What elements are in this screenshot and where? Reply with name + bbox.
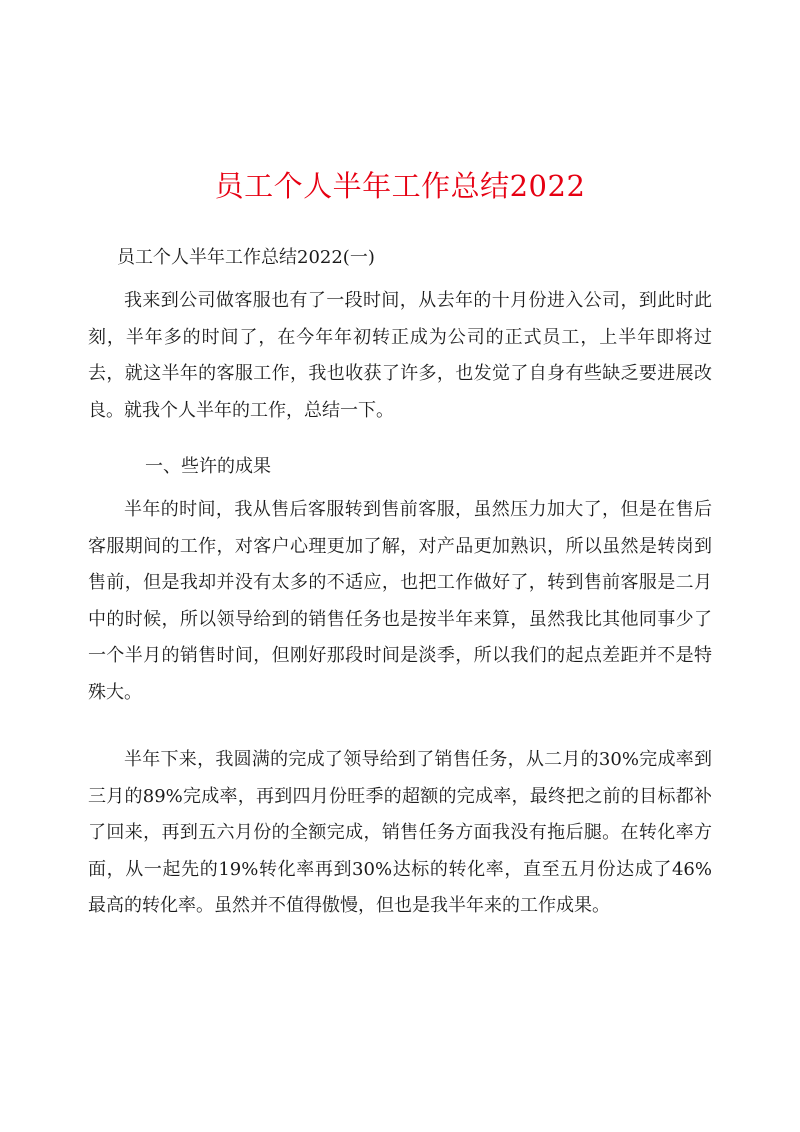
document-subtitle: 员工个人半年工作总结2022(一)	[117, 247, 375, 268]
section-heading: 一、些许的成果	[145, 456, 271, 477]
document-title: 员工个人半年工作总结2022	[214, 169, 586, 203]
paragraph-transfer: 半年的时间，我从售后客服转到售前客服，虽然压力加大了，但是在售后客服期间的工作，对客户心理更加了解，对产品更加熟识，所以虽然是转岗到售前，但是我却并没有太多的不适应，也把工作做好了，转到售前客服是二月中的时候，所以领导给到的销售任务也是按半年来算，虽然我比其他同事少了一个半月的销售时间，但刚好那段时间是淡季，所以我们的起点差距并不是特殊大。	[88, 499, 712, 703]
paragraph-intro: 我来到公司做客服也有了一段时间，从去年的十月份进入公司，到此时此刻，半年多的时间了，在今年年初转正成为公司的正式员工，上半年即将过去，就这半年的客服工作，我也收获了许多，也发觉了自身有些缺乏要进展改良。就我个人半年的工作，总结一下。	[88, 290, 712, 421]
paragraph-results: 半年下来，我圆满的完成了领导给到了销售任务，从二月的30%完成率到三月的89%完成率，再到四月份旺季的超额的完成率，最终把之前的目标都补了回来，再到五六月份的全额完成，销售任务方面我没有拖后腿。在转化率方面，从一起先的19%转化率再到30%达标的转化率，直至五月份达成了46%最高的转化率。虽然并不值得傲慢，但也是我半年来的工作成果。	[88, 749, 712, 916]
